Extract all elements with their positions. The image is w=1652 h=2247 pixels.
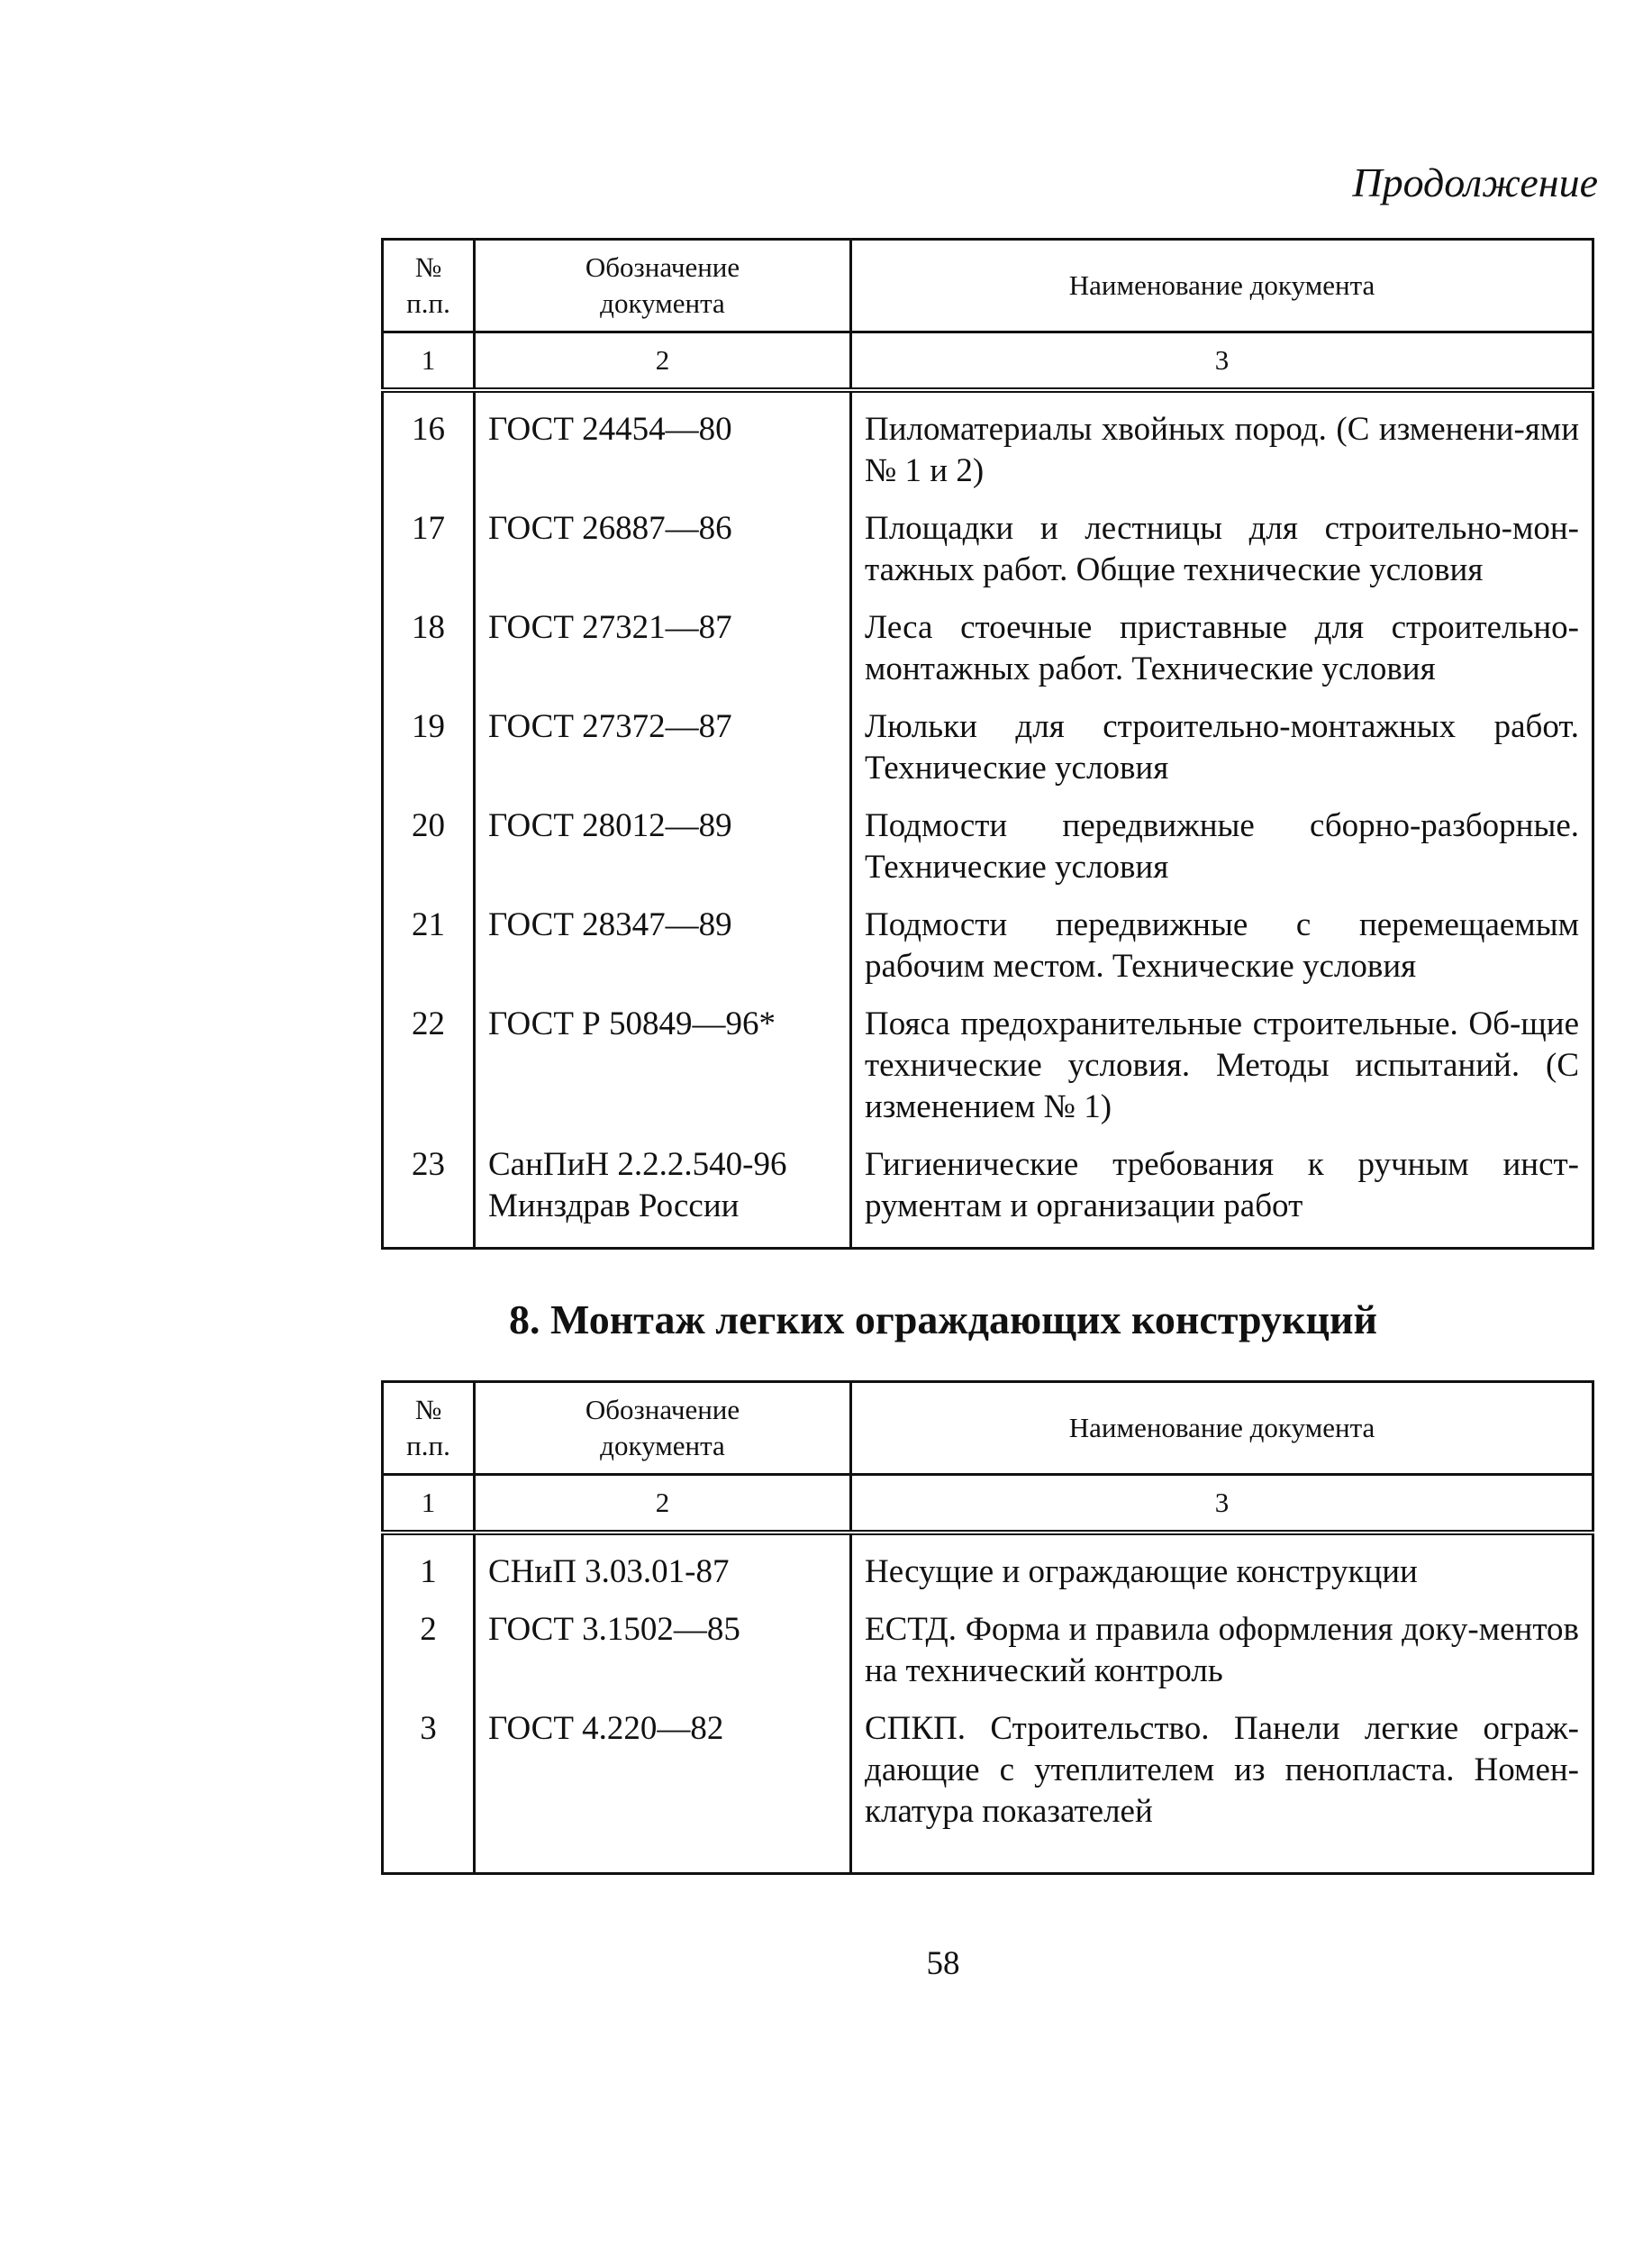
row-number: 17 xyxy=(383,492,475,591)
table-row xyxy=(383,591,1593,690)
table-header-row xyxy=(383,240,1593,332)
row-number: 23 xyxy=(383,1128,475,1249)
header-designation: Обозначение документа xyxy=(475,240,851,332)
header-document-name: Наименование документа xyxy=(851,240,1593,332)
column-number: 3 xyxy=(851,332,1593,391)
row-document-name: Леса стоечные приставные для строительно-монтажных работ. Технические условия xyxy=(851,591,1593,690)
column-number: 1 xyxy=(383,332,475,391)
column-number: 1 xyxy=(383,1475,475,1533)
row-document-name: Пиломатериалы хвойных пород. (С изменени-ями № 1 и 2) xyxy=(851,390,1593,492)
table-row xyxy=(383,1593,1593,1692)
row-number: 3 xyxy=(383,1692,475,1874)
section-heading: 8. Монтаж легких ограждающих конструкций xyxy=(508,1296,1377,1342)
column-number: 2 xyxy=(475,1475,851,1533)
column-number: 3 xyxy=(851,1475,1593,1533)
row-document-name: Площадки и лестницы для строительно-мон-тажных работ. Общие технические условия xyxy=(851,492,1593,591)
documents-table-section-8 xyxy=(381,1380,1594,1875)
table-header-row xyxy=(383,1382,1593,1475)
row-number: 19 xyxy=(383,690,475,789)
row-document-name: Несущие и ограждающие конструкции xyxy=(851,1533,1593,1593)
table-row xyxy=(383,390,1593,492)
continuation-label: Продолжение xyxy=(1352,159,1598,205)
documents-table-continued xyxy=(381,238,1594,1250)
row-number: 16 xyxy=(383,390,475,492)
row-document-name: Подмости передвижные с перемещаемым рабочим местом. Технические условия xyxy=(851,888,1593,987)
table-row xyxy=(383,1692,1593,1874)
row-designation: СанПиН 2.2.2.540-96 Минздрав России xyxy=(475,1128,851,1249)
row-document-name: Подмости передвижные сборно-разборные. Технические условия xyxy=(851,789,1593,888)
row-designation: ГОСТ Р 50849—96* xyxy=(475,987,851,1128)
column-number-row xyxy=(383,332,1593,391)
row-document-name: СПКП. Строительство. Панели легкие ограж-дающие с утеплителем из пенопласта. Номен-клатура показателей xyxy=(851,1692,1593,1874)
table-row xyxy=(383,1128,1593,1249)
header-number: № п.п. xyxy=(383,1382,475,1475)
header-document-name: Наименование документа xyxy=(851,1382,1593,1475)
row-number: 1 xyxy=(383,1533,475,1593)
table-row xyxy=(383,789,1593,888)
header-designation: Обозначение документа xyxy=(475,1382,851,1475)
row-number: 18 xyxy=(383,591,475,690)
column-number-row xyxy=(383,1475,1593,1533)
row-number: 2 xyxy=(383,1593,475,1692)
row-designation: СНиП 3.03.01-87 xyxy=(475,1533,851,1593)
row-designation: ГОСТ 27372—87 xyxy=(475,690,851,789)
row-designation: ГОСТ 28347—89 xyxy=(475,888,851,987)
row-number: 22 xyxy=(383,987,475,1128)
row-designation: ГОСТ 4.220—82 xyxy=(475,1692,851,1874)
row-document-name: Пояса предохранительные строительные. Об-щие технические условия. Методы испытаний. (С изменением № 1) xyxy=(851,987,1593,1128)
row-number: 21 xyxy=(383,888,475,987)
row-document-name: Гигиенические требования к ручным инст-рументам и организации работ xyxy=(851,1128,1593,1249)
table-row xyxy=(383,1533,1593,1593)
row-designation: ГОСТ 28012—89 xyxy=(475,789,851,888)
row-designation: ГОСТ 26887—86 xyxy=(475,492,851,591)
column-number: 2 xyxy=(475,332,851,391)
row-number: 20 xyxy=(383,789,475,888)
table-row xyxy=(383,690,1593,789)
row-designation: ГОСТ 24454—80 xyxy=(475,390,851,492)
row-document-name: Люльки для строительно-монтажных работ. Технические условия xyxy=(851,690,1593,789)
table-row xyxy=(383,987,1593,1128)
table-row xyxy=(383,492,1593,591)
page-number: 58 xyxy=(926,1945,960,1982)
row-designation: ГОСТ 27321—87 xyxy=(475,591,851,690)
row-designation: ГОСТ 3.1502—85 xyxy=(475,1593,851,1692)
table-row xyxy=(383,888,1593,987)
row-document-name: ЕСТД. Форма и правила оформления доку-ментов на технический контроль xyxy=(851,1593,1593,1692)
header-number: № п.п. xyxy=(383,240,475,332)
